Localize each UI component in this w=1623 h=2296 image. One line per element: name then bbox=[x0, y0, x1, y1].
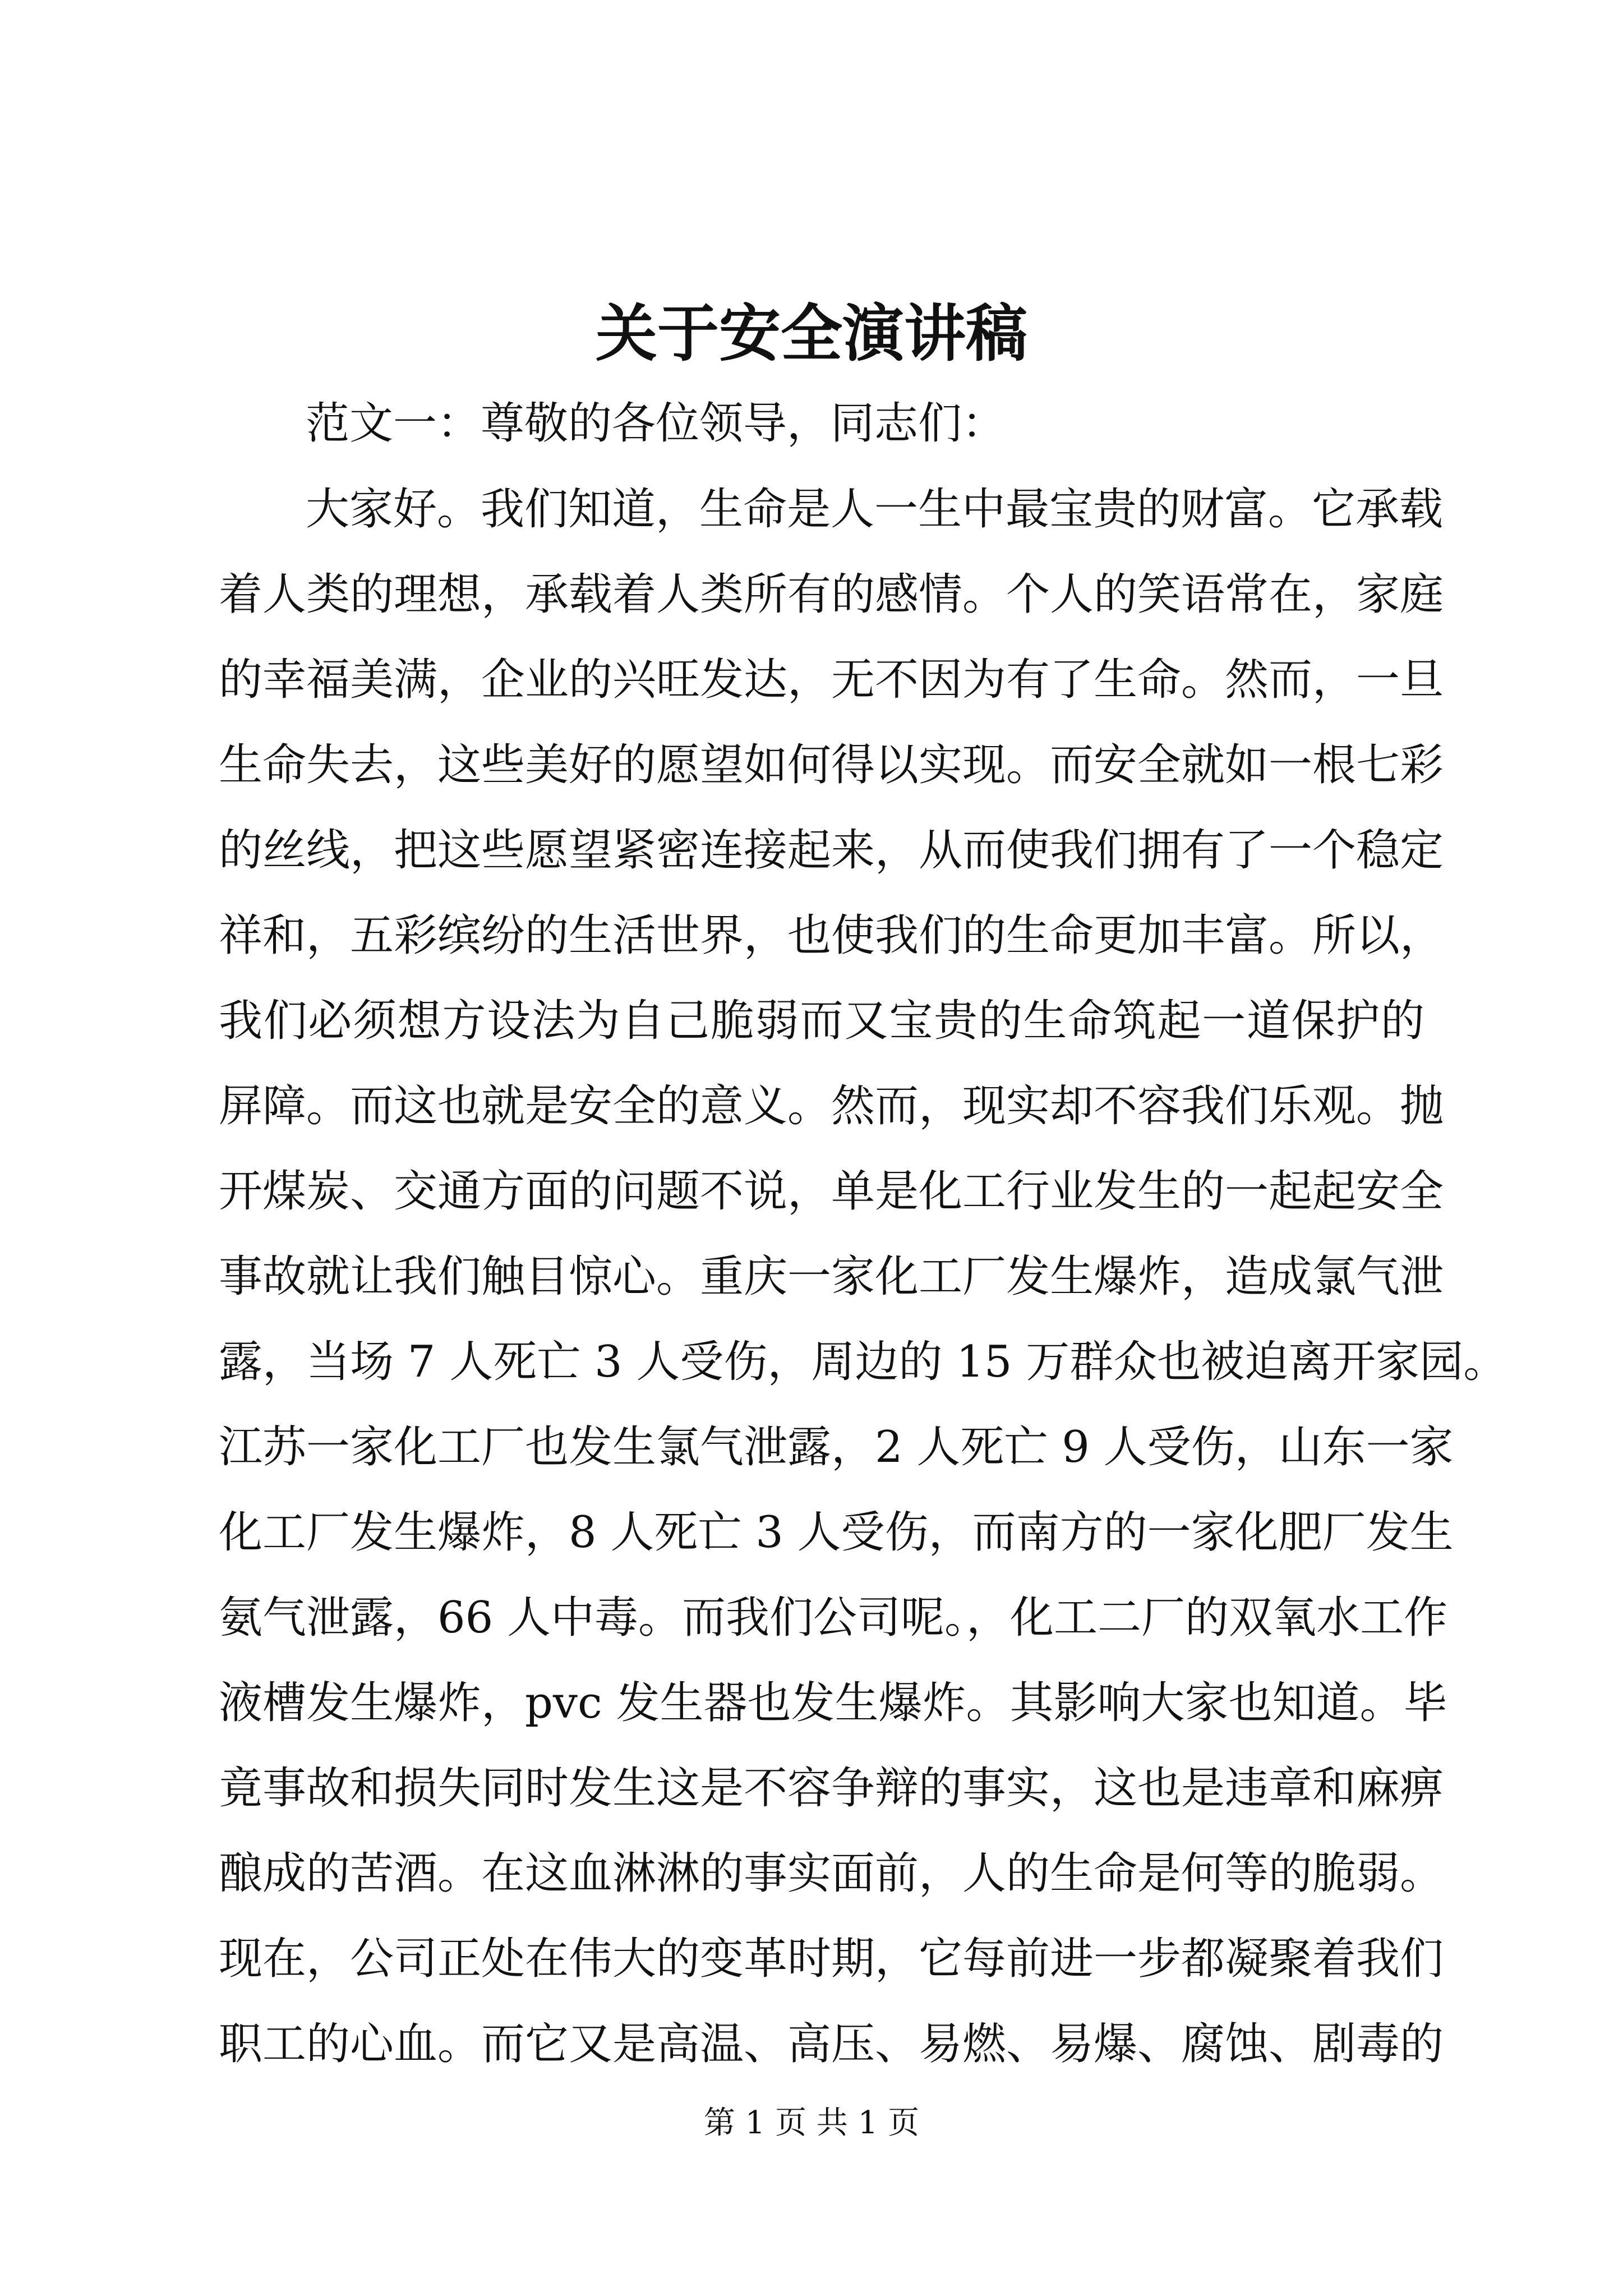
body-line: 竟事故和损失同时发生这是不容争辩的事实，这也是违章和麻痹 bbox=[219, 1763, 1444, 1814]
body-line: 现在，公司正处在伟大的变革时期，它每前进一步都凝聚着我们 bbox=[219, 1934, 1444, 1984]
body-line: 开煤炭、交通方面的问题不说，单是化工行业发生的一起起安全 bbox=[219, 1166, 1444, 1217]
body-line: 江苏一家化工厂也发生氯气泄露，2 人死亡 9 人受伤，山东一家 bbox=[219, 1422, 1454, 1473]
body-line: 职工的心血。而它又是高温、高压、易燃、易爆、腐蚀、剧毒的 bbox=[219, 2019, 1444, 2069]
page-footer: 第 1 页 共 1 页 bbox=[703, 2105, 920, 2141]
body-line: 氨气泄露，66 人中毒。而我们公司呢。，化工二厂的双氧水工作 bbox=[219, 1593, 1448, 1643]
body-line: 大家好。我们知道，生命是人一生中最宝贵的财富。它承载 bbox=[306, 484, 1444, 535]
body-line: 酿成的苦酒。在这血淋淋的事实面前，人的生命是何等的脆弱。 bbox=[219, 1848, 1444, 1899]
body-line: 着人类的理想，承载着人类所有的感情。个人的笑语常在，家庭 bbox=[219, 569, 1444, 620]
body-line: 我们必须想方设法为自己脆弱而又宝贵的生命筑起一道保护的 bbox=[219, 996, 1424, 1046]
body-line: 露，当场 7 人死亡 3 人受伤，周边的 15 万群众也被迫离开家园。 bbox=[219, 1337, 1507, 1387]
body-line: 事故就让我们触目惊心。重庆一家化工厂发生爆炸，造成氯气泄 bbox=[219, 1251, 1444, 1302]
body-line: 的丝线，把这些愿望紧密连接起来，从而使我们拥有了一个稳定 bbox=[219, 825, 1444, 876]
body-line: 液槽发生爆炸，pvc 发生器也发生爆炸。其影响大家也知道。毕 bbox=[219, 1678, 1447, 1728]
body-line: 的幸福美满，企业的兴旺发达，无不因为有了生命。然而，一旦 bbox=[219, 655, 1444, 705]
body-line: 化工厂发生爆炸，8 人死亡 3 人受伤，而南方的一家化肥厂发生 bbox=[219, 1507, 1454, 1558]
body-line: 祥和，五彩缤纷的生活世界，也使我们的生命更加丰富。所以， bbox=[219, 910, 1444, 961]
body-line: 生命失去，这些美好的愿望如何得以实现。而安全就如一根七彩 bbox=[219, 740, 1444, 790]
salutation: 范文一：尊敬的各位领导，同志们： bbox=[306, 398, 1006, 449]
document-title: 关于安全演讲稿 bbox=[596, 297, 1027, 370]
body-line: 屏障。而这也就是安全的意义。然而，现实却不容我们乐观。抛 bbox=[219, 1081, 1444, 1131]
